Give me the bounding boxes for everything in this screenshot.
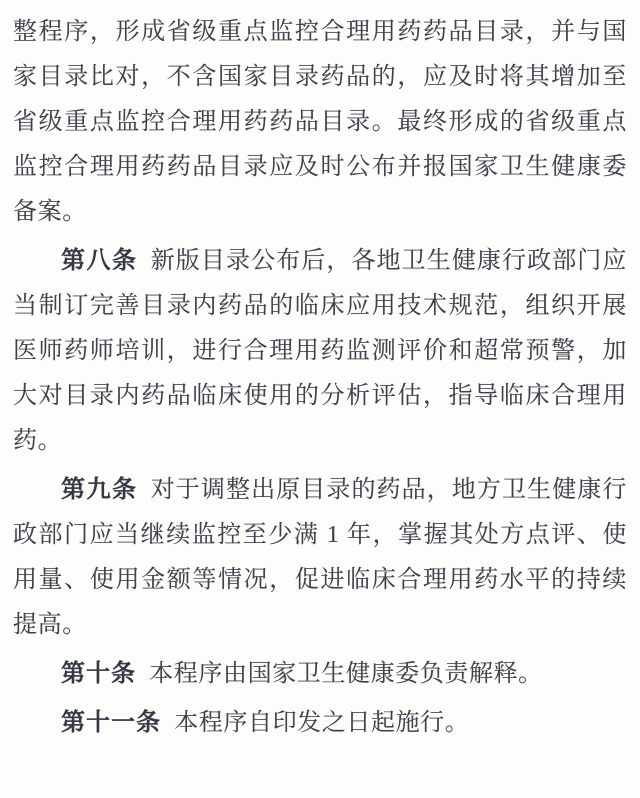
paragraph-continuation — [13, 10, 627, 235]
paragraph-text: 本程序自印发之日起施行。 — [174, 710, 470, 736]
article-number: 第十条 — [61, 661, 136, 687]
paragraph-text: 整程序，形成省级重点监控合理用药药品目录，并与国家目录比对，不含国家目录药品的，应及时将其增加至省级重点监控合理用药药品目录。最终形成的省级重点监控合理用药药品目录应及时公布并报国家卫生健康委备案。 — [13, 19, 627, 225]
paragraph-article-11 — [13, 701, 627, 746]
article-number: 第十一条 — [61, 710, 161, 736]
paragraph-article-10 — [13, 652, 627, 697]
paragraph-text: 对于调整出原目录的药品，地方卫生健康行政部门应当继续监控至少满 1 年，掌握其处方点评、使用量、使用金额等情况，促进临床合理用药水平的持续提高。 — [13, 477, 628, 638]
paragraph-article-8 — [13, 239, 627, 464]
article-number: 第八条 — [61, 248, 138, 274]
paragraph-article-9 — [13, 468, 627, 648]
article-number: 第九条 — [61, 477, 138, 503]
paragraph-text: 本程序由国家卫生健康委负责解释。 — [149, 661, 543, 687]
paragraph-text: 新版目录公布后，各地卫生健康行政部门应当制订完善目录内药品的临床应用技术规范，组织开展医师药师培训，进行合理用药监测评价和超常预警，加大对目录内药品临床使用的分析评估，指导临床合理用药。 — [13, 248, 628, 454]
